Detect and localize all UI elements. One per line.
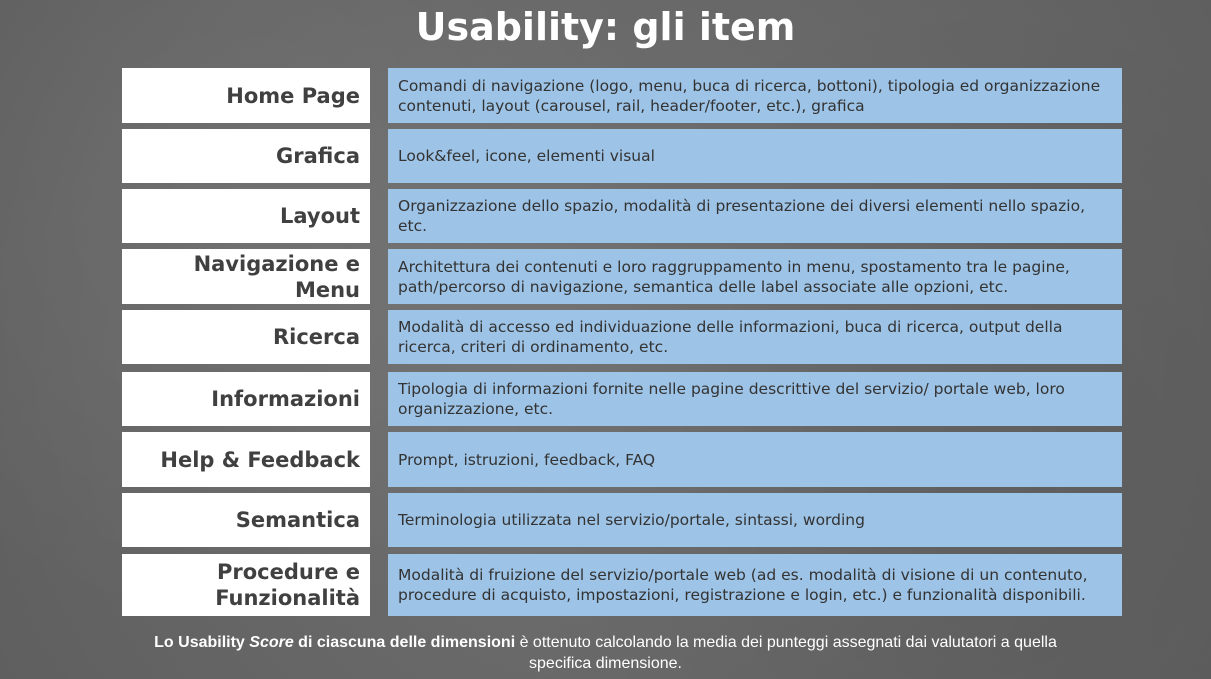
row-label: Procedure e Funzionalità [122,554,370,616]
row-description: Modalità di fruizione del servizio/portale web (ad es. modalità di visione di un contenuto, procedure di acquisto, impostazioni, registrazione e login, etc.) e funzionalità disponibili. [388,554,1122,616]
row-label: Layout [122,189,370,243]
row-label: Ricerca [122,310,370,364]
row-description: Comandi di navigazione (logo, menu, buca di ricerca, bottoni), tipologia ed organizzazione contenuti, layout (carousel, rail, header/footer, etc.), grafica [388,68,1122,123]
row-label: Home Page [122,68,370,123]
row-description: Terminologia utilizzata nel servizio/portale, sintassi, wording [388,493,1122,547]
row-label: Informazioni [122,372,370,426]
row-description: Prompt, istruzioni, feedback, FAQ [388,432,1122,487]
footer-rest: è ottenuto calcolando la media dei punteggi assegnati dai valutatori a quella specifica dimensione. [515,634,1057,672]
table-row [122,554,1124,616]
page-title: Usability: gli item [415,5,796,49]
table-row [122,493,1124,547]
row-label: Help & Feedback [122,432,370,487]
row-description: Look&feel, icone, elementi visual [388,129,1122,183]
row-label: Navigazione e Menu [122,249,370,304]
table-row [122,249,1124,304]
table-row [122,189,1124,243]
row-description: Modalità di accesso ed individuazione delle informazioni, buca di ricerca, output della ricerca, criteri di ordinamento, etc. [388,310,1122,364]
table-row [122,68,1124,123]
row-label: Semantica [122,493,370,547]
footer-note [150,632,1061,674]
table-row [122,129,1124,183]
row-label: Grafica [122,129,370,183]
row-description: Tipologia di informazioni fornite nelle pagine descrittive del servizio/ portale web, loro organizzazione, etc. [388,372,1122,426]
table-row [122,310,1124,364]
footer-bold-1: Lo Usability [154,634,250,651]
table-row [122,432,1124,487]
row-description: Organizzazione dello spazio, modalità di presentazione dei diversi elementi nello spazio, etc. [388,189,1122,243]
row-description: Architettura dei contenuti e loro raggruppamento in menu, spostamento tra le pagine, path/percorso di navigazione, semantica delle label associate alle opzioni, etc. [388,249,1122,304]
table-row [122,372,1124,426]
footer-bold-2: di ciascuna delle dimensioni [293,634,516,651]
footer-italic: Score [249,634,294,651]
